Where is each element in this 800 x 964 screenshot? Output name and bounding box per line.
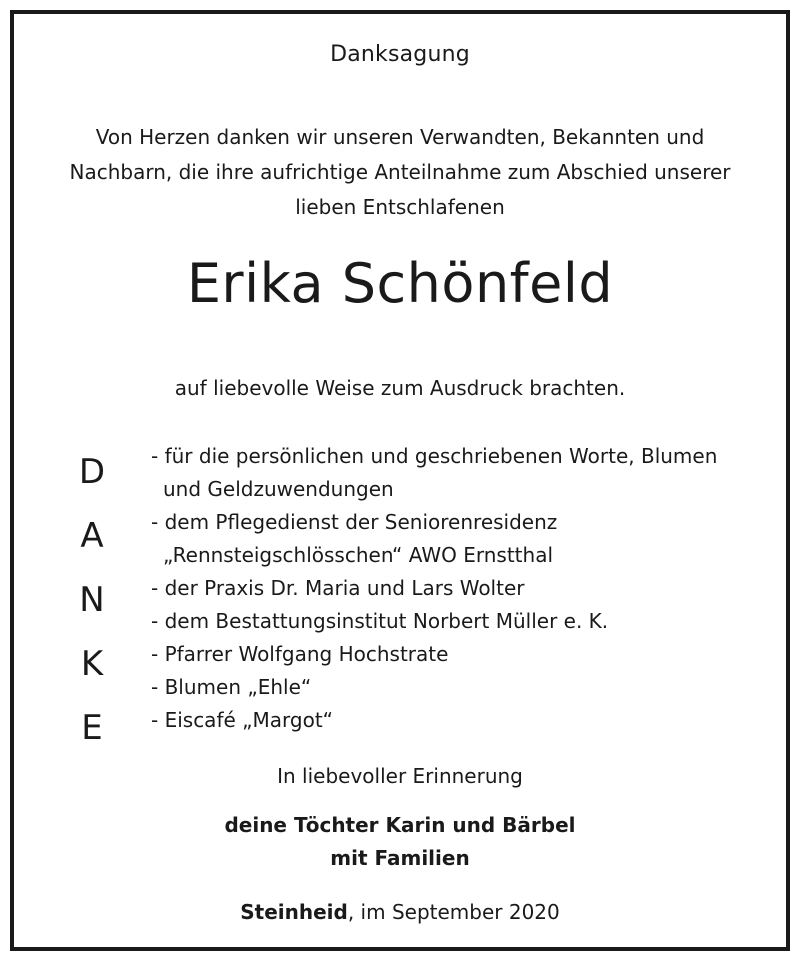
intro-line: Von Herzen danken wir unseren Verwandten, Bekannten und: [95, 125, 705, 149]
list-item: - Blumen „Ehle“: [151, 675, 312, 699]
danke-letter: K: [80, 644, 104, 684]
list-item: - dem Bestattungsinstitut Norbert Müller e. K.: [151, 609, 609, 633]
intro-text: [14, 120, 786, 225]
danke-letter: D: [78, 452, 106, 492]
notice-heading: Danksagung: [330, 42, 470, 67]
thanks-list: [151, 440, 717, 737]
date-text: , im September 2020: [347, 900, 560, 924]
signer-line: mit Familien: [330, 846, 470, 870]
danke-letter: A: [80, 516, 104, 556]
notice-frame: [10, 10, 790, 951]
signer-line: deine Töchter Karin und Bärbel: [224, 813, 576, 837]
list-item-continuation: und Geldzuwendungen: [163, 477, 394, 501]
danke-letter: N: [79, 580, 105, 620]
list-item: - Pfarrer Wolfgang Hochstrate: [151, 642, 449, 666]
deceased-name: Erika Schönfeld: [186, 252, 614, 315]
list-item-continuation: „Rennsteigschlösschen“ AWO Ernstthal: [163, 543, 553, 567]
intro-line: Nachbarn, die ihre aufrichtige Anteilnahme zum Abschied unserer: [69, 160, 731, 184]
list-item: - für die persönlichen und geschriebenen Worte, Blumen: [151, 444, 718, 468]
list-item: - Eiscafé „Margot“: [151, 708, 334, 732]
expression-text: auf liebevolle Weise zum Ausdruck brachten.: [174, 376, 626, 400]
list-item: - dem Pflegedienst der Seniorenresidenz: [151, 510, 558, 534]
danke-letter: E: [81, 708, 103, 748]
closing-text: In liebevoller Erinnerung: [277, 764, 523, 788]
place-name: Steinheid: [240, 900, 348, 924]
list-item: - der Praxis Dr. Maria und Lars Wolter: [151, 576, 525, 600]
danke-vertical: [76, 440, 108, 760]
place-date: [14, 900, 786, 924]
intro-line: lieben Entschlafenen: [295, 195, 505, 219]
signers: [14, 809, 786, 875]
